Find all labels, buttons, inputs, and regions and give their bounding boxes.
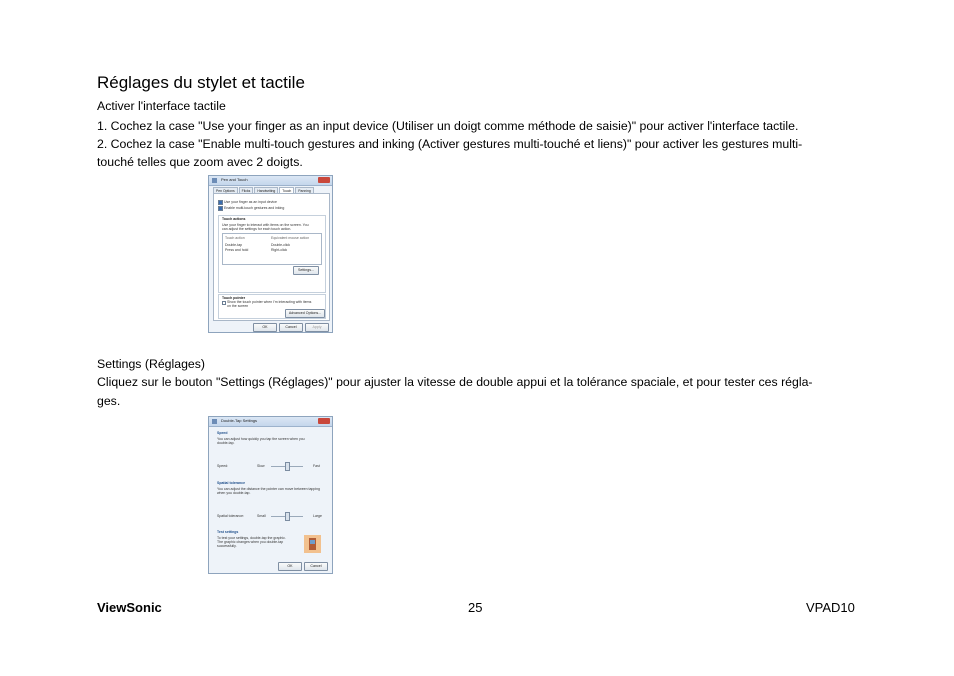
double-tap-settings-dialog-screenshot [208, 416, 333, 574]
large-label: Large [313, 514, 322, 518]
subheading-settings: Settings (Réglages) [97, 357, 205, 371]
close-icon[interactable] [318, 177, 330, 183]
touch-pointer-group [218, 294, 326, 319]
spatial-tolerance-description-2: when you double-tap. [217, 491, 251, 495]
touch-actions-desc: Use your finger to interact with items on the screen. You [222, 223, 309, 227]
pen-touch-icon [212, 419, 217, 424]
use-finger-checkbox[interactable] [218, 200, 223, 205]
pen-touch-icon [212, 178, 217, 183]
page-title: Réglages du stylet et tactile [97, 73, 305, 92]
apply-button[interactable]: Apply [305, 323, 329, 332]
dialog-title: Pen and Touch [221, 177, 248, 182]
table-row-equivalent: Right-click [271, 248, 288, 252]
settings-instructions-line1: Cliquez sur le bouton "Settings (Réglages)" pour ajuster la vitesse de double appui et la tolérance spaciale, et pour tester ces régla- [97, 375, 813, 389]
speed-slider-thumb[interactable] [285, 462, 290, 471]
speed-row-label: Speed: [217, 464, 229, 468]
speed-description: You can adjust how quickly you tap the screen when you [217, 437, 305, 441]
pen-and-touch-dialog-screenshot [208, 175, 333, 333]
table-row-equivalent: Double-click [271, 243, 291, 247]
multi-touch-label: Enable multi-touch gestures and inking [224, 206, 285, 210]
footer-brand: ViewSonic [97, 600, 162, 615]
dialog-titlebar [209, 176, 332, 186]
spatial-tolerance-description: You can adjust the distance the pointer can move between tapping [217, 487, 320, 491]
settings-instructions-line2: ges. [97, 394, 121, 408]
multi-touch-checkbox[interactable] [218, 206, 223, 211]
test-settings-description-3: successfully. [217, 544, 237, 548]
dialog-titlebar [209, 417, 332, 427]
column-header-mouse-action: Equivalent mouse action [271, 236, 310, 240]
touch-tab-pane [213, 193, 330, 321]
touch-actions-group [218, 215, 326, 293]
cancel-button[interactable]: Cancel [279, 323, 303, 332]
tab-touch[interactable]: Touch [279, 187, 294, 193]
step-1-text: 1. Cochez la case "Use your finger as an input device (Utiliser un doigt comme méthode de saisie)" pour activer l'interface tactile. [97, 119, 799, 133]
close-icon[interactable] [318, 418, 330, 424]
test-settings-heading: Test settings [217, 530, 239, 534]
step-2-text-line1: 2. Cochez la case "Enable multi-touch gestures and inking (Activer gestures multi-touché et liens)" pour activer les gestures multi- [97, 137, 803, 151]
column-header-touch-action: Touch action [225, 236, 245, 240]
tab-flicks[interactable]: Flicks [239, 187, 254, 193]
step-2-text-line2: touché telles que zoom avec 2 doigts. [97, 155, 303, 169]
speed-description-2: double-tap. [217, 441, 235, 445]
page-number: 25 [468, 600, 483, 615]
subheading-touch-interface: Activer l'interface tactile [97, 99, 226, 113]
spatial-tolerance-heading: Spatial tolerance [217, 481, 246, 485]
fast-label: Fast [313, 464, 320, 468]
window-shape [310, 540, 315, 544]
touch-pointer-desc: Show the touch pointer when I'm interacting with items [227, 300, 312, 304]
use-finger-label: Use your finger as an input device [224, 200, 277, 204]
dialog-title: Double-Tap Settings [221, 418, 258, 423]
footer-model: VPAD10 [806, 600, 855, 615]
cancel-button[interactable]: Cancel [304, 562, 328, 571]
test-settings-description-2: The graphic changes when you double-tap [217, 540, 284, 544]
tab-pen-options[interactable]: Pen Options [213, 187, 238, 193]
tolerance-slider-thumb[interactable] [285, 512, 290, 521]
ok-button[interactable]: OK [278, 562, 302, 571]
advanced-options-button[interactable]: Advanced Options... [285, 309, 325, 318]
test-graphic-folder-icon[interactable] [304, 535, 321, 553]
slow-label: Slow [257, 464, 265, 468]
table-row-action[interactable]: Double-tap [225, 243, 243, 247]
touch-actions-label: Touch actions [222, 217, 246, 221]
small-label: Small [257, 514, 266, 518]
touch-pointer-desc-2: on the screen [227, 304, 249, 308]
touch-actions-desc-2: can adjust the settings for each touch action. [222, 227, 292, 231]
settings-button[interactable]: Settings... [293, 266, 319, 275]
touch-pointer-label: Touch pointer [222, 296, 246, 300]
touch-pointer-checkbox[interactable] [222, 301, 226, 305]
table-row-action[interactable]: Press and hold [225, 248, 249, 252]
touch-actions-list[interactable] [222, 233, 322, 265]
speed-heading: Speed [217, 431, 228, 435]
ok-button[interactable]: OK [253, 323, 277, 332]
tab-handwriting[interactable]: Handwriting [254, 187, 278, 193]
test-settings-description: To test your settings, double-tap the graphic. [217, 536, 286, 540]
tab-panning[interactable]: Panning [295, 187, 313, 193]
tolerance-row-label: Spatial tolerance: [217, 514, 245, 518]
